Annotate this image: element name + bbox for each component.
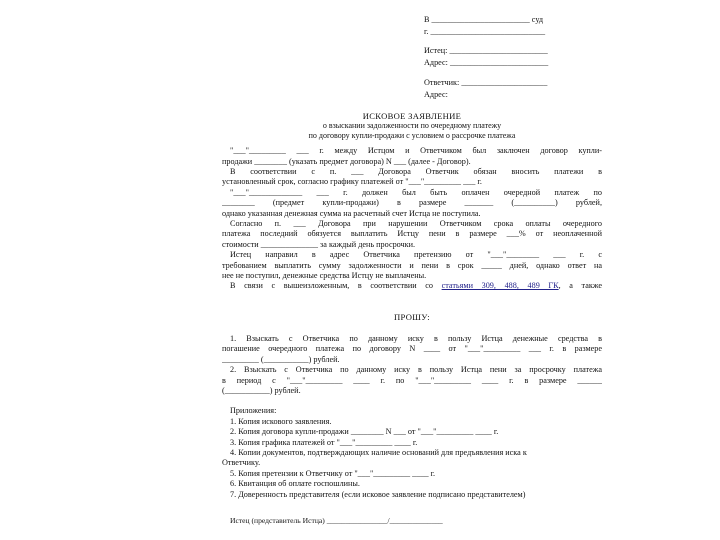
attachment-item: 2. Копия договора купли-продажи ________ N ___ от "___"_________ ____ г.: [230, 427, 499, 437]
paragraph-3-line-2: ________ (предмет купли-продажи) в размере _______ (__________) рублей,: [222, 198, 602, 208]
attachment-item: 6. Квитанция об оплате госпошлины.: [230, 479, 360, 489]
attachment-item: 3. Копия графика платежей от "___"_________ ____ г.: [230, 437, 418, 447]
paragraph-6-text: В связи с вышеизложенным, в соответствии со: [230, 281, 442, 291]
attachment-item: Ответчику.: [222, 458, 261, 468]
document-subtitle-2: по договору купли-продажи с условием о рассрочке платежа: [308, 130, 516, 140]
attachment-item: 4. Копии документов, подтверждающих наличие оснований для предъявления иска к: [230, 447, 527, 457]
request-2-line-3: (___________) рублей.: [222, 385, 301, 395]
attachment-item: 7. Доверенность представителя (если исковое заявление подписано представителем): [230, 489, 526, 499]
defendant-address-line: Адрес:: [424, 90, 448, 99]
paragraph-3-line-1: "___"_____________ ___ г. должен был быть оплачен очередной платеж по: [230, 187, 602, 197]
paragraph-5-line-2: требованием выплатить сумму задолженности и пени в срок _____ дней, однако ответ на: [222, 260, 602, 270]
document-title: ИСКОВОЕ ЗАЯВЛЕНИЕ: [362, 111, 462, 121]
defendant-line: Ответчик: _____________________: [424, 78, 548, 87]
plaintiff-address-line: Адрес: ________________________: [424, 58, 549, 67]
paragraph-2-line-1: В соответствии с п. ___ Договора Ответчик обязан вносить платежи в: [230, 167, 602, 176]
request-title: ПРОШУ:: [394, 311, 430, 322]
paragraph-2-line-2: установленный срок, согласно графику платежей от "___"_________ ___ г.: [222, 177, 482, 187]
document-subtitle-1: о взыскании задолженности по очередному платежу: [322, 121, 502, 130]
paragraph-6-line-1: [222, 281, 602, 291]
paragraph-1-line-2: продажи ________ (указать предмет договора) N ___ (далее - Договор).: [222, 156, 471, 166]
paragraph-1-line-1: "___"_________ ___ г. между Истцом и Ответчиком был заключен договор купли-: [230, 146, 602, 156]
request-2-line-2: в период с "___"_________ ____ г. по "___"_________ ____ г. в размере ______: [222, 375, 602, 385]
court-line: В ________________________ суд: [424, 15, 544, 24]
signature-line: Истец (представитель Истца) ________________/______________: [230, 515, 443, 525]
paragraph-3-line-3: однако указанная денежная сумма на расчетный счет Истца не поступила.: [222, 208, 481, 218]
city-line: г. ____________________________: [424, 27, 546, 36]
paragraph-5-line-1: Истец направил в адрес Ответчика претензию от "___"________ ___ г. с: [230, 250, 602, 260]
attachments-title: Приложения:: [230, 406, 277, 416]
request-1-line-3: _________ (___________) рублей.: [222, 354, 340, 364]
attachment-item: 5. Копия претензии к Ответчику от "___"_________ ____ г.: [230, 468, 436, 478]
paragraph-5-line-3: нее не поступил, денежные средства Истцу не выплачены.: [222, 271, 427, 281]
document-body: [222, 111, 602, 526]
paragraph-4-line-1: Согласно п. ___ Договора при нарушении Ответчиком срока оплаты очередного: [230, 219, 602, 229]
civil-code-link[interactable]: статьями 309, 488, 489 ГК: [441, 281, 559, 291]
attachment-item: 1. Копия искового заявления.: [230, 416, 332, 426]
request-1-line-1: 1. Взыскать с Ответчика по данному иску в пользу Истца денежные средства в: [230, 333, 602, 343]
request-2-line-1: 2. Взыскать с Ответчика по данному иску в пользу Истца пени за просрочку платежа: [230, 365, 602, 375]
plaintiff-line: Истец: ________________________: [424, 46, 548, 55]
request-1-line-2: погашение очередного платежа по договору N ____ от "___"_________ ___ г. в размере: [222, 344, 602, 354]
paragraph-6-tail: , а также: [558, 281, 602, 291]
paragraph-4-line-3: стоимости ______________ за каждый день просрочки.: [222, 239, 416, 249]
paragraph-4-line-2: платежа последний обязуется выплатить Истцу пени в размере ___% от неоплаченной: [222, 229, 602, 239]
